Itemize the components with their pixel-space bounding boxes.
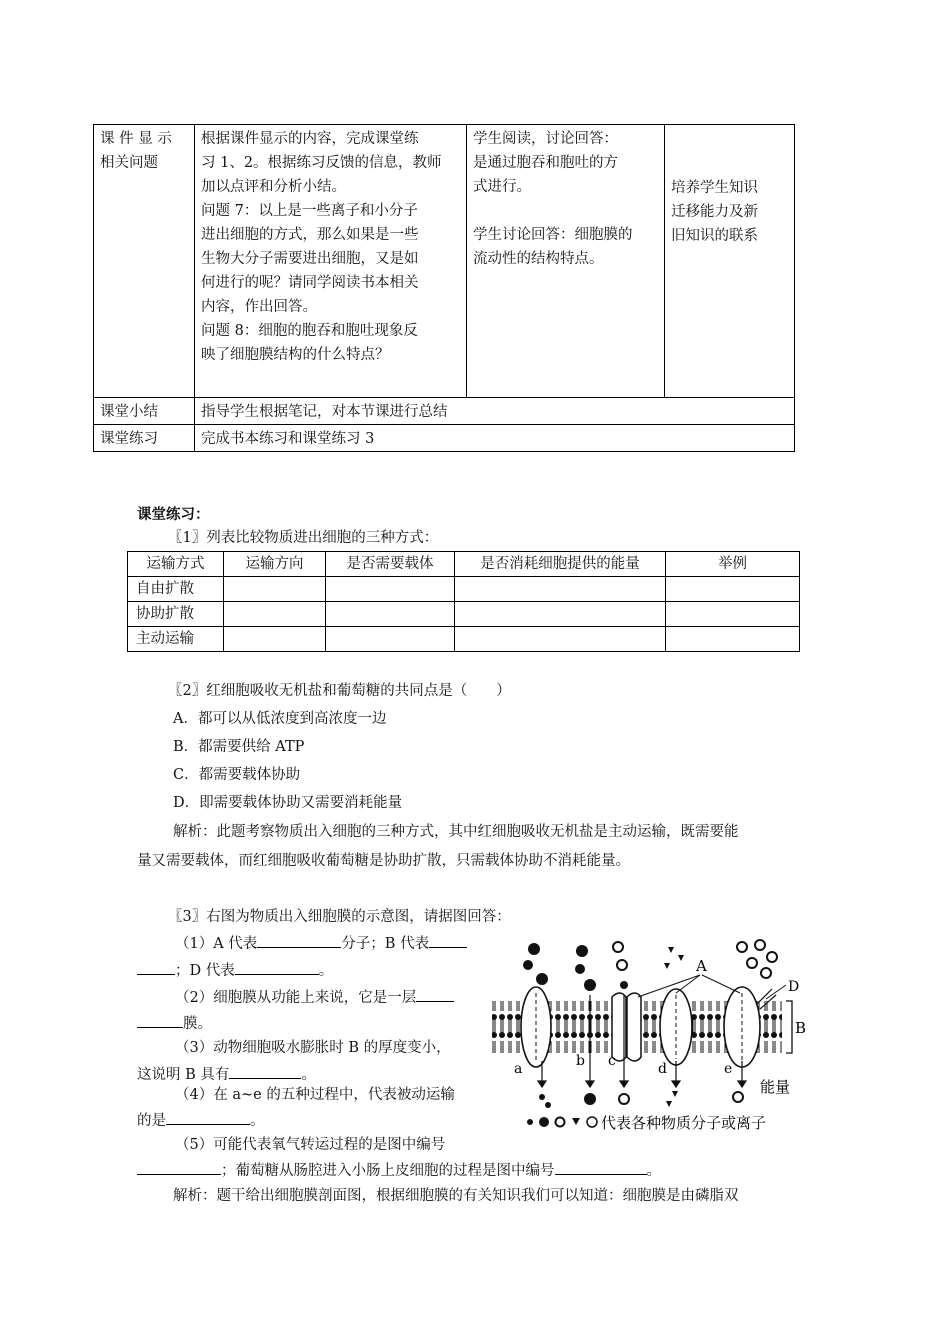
- answer-cell[interactable]: [455, 577, 666, 602]
- answer-blank[interactable]: [429, 933, 467, 948]
- q3-part1-line1: [175, 933, 467, 954]
- label-energy: 能量: [760, 1078, 791, 1096]
- q2-option-a[interactable]: A．都可以从低浓度到高浓度一边: [173, 711, 387, 727]
- q3-text: 。: [250, 1113, 265, 1129]
- table-row: [128, 602, 800, 627]
- table-row: [128, 577, 800, 602]
- legend-symbols: [527, 1117, 597, 1127]
- lesson-table: [93, 124, 795, 452]
- q3-part5-line1: （5）可能代表氧气转运过程的是图中编号: [175, 1137, 446, 1153]
- q2-option-c[interactable]: C．都需要载体协助: [173, 767, 301, 783]
- label-process-a: a: [514, 1061, 523, 1077]
- row3-label: 课堂练习: [100, 431, 158, 447]
- q3-text: 。: [318, 963, 334, 979]
- row1-label-cell: [94, 125, 195, 398]
- header-cell: 运输方式: [128, 552, 224, 577]
- row3-content: 完成书本练习和课堂练习 3: [201, 431, 375, 447]
- table-row: [128, 627, 800, 652]
- answer-cell[interactable]: [326, 602, 455, 627]
- row-label-cell: 主动运输: [128, 627, 224, 652]
- q3-part5-line2: [137, 1160, 661, 1181]
- label-b: B: [795, 1019, 807, 1037]
- q3-text: 这说明 B 具有: [137, 1067, 230, 1083]
- q3-part4-line2: [137, 1110, 265, 1131]
- teacher-line: 内容，作出回答。: [201, 299, 317, 315]
- teacher-line: 进出细胞的方式，那么如果是一些: [201, 227, 419, 243]
- answer-blank[interactable]: [555, 1160, 647, 1175]
- q3-text: 的是: [137, 1113, 166, 1129]
- q3-text: （2）细胞膜从功能上来说，它是一层: [175, 990, 417, 1006]
- answer-cell[interactable]: [224, 602, 326, 627]
- answer-blank[interactable]: [166, 1110, 250, 1125]
- answer-cell[interactable]: [326, 577, 455, 602]
- label-process-e: e: [724, 1061, 733, 1077]
- exercise-heading: 课堂练习：: [137, 506, 210, 523]
- table-header-row: [128, 552, 800, 577]
- bracket-b: [786, 1001, 792, 1053]
- q2-analysis-line: 量又需要载体，而红细胞吸收葡萄糖是协助扩散，只需载体协助不消耗能量。: [137, 853, 630, 869]
- purpose-line: 培养学生知识: [671, 180, 758, 196]
- teacher-line: 映了细胞膜结构的什么特点？: [201, 347, 390, 363]
- q3-text: ；D 代表: [175, 963, 235, 979]
- answer-blank[interactable]: [257, 933, 341, 948]
- q3-part2-line1: [175, 987, 454, 1008]
- q1-prompt: 〖1〗列表比较物质进出细胞的三种方式：: [168, 530, 439, 546]
- q3-part3-line2: [137, 1064, 316, 1085]
- answer-cell[interactable]: [224, 627, 326, 652]
- row1-label-line: 课 件 显 示: [100, 131, 172, 147]
- student-line: 学生阅读，讨论回答：: [473, 131, 618, 147]
- cell-membrane-diagram: [490, 935, 820, 1135]
- row-label-cell: 自由扩散: [128, 577, 224, 602]
- teacher-line: 加以点评和分析小结。: [201, 179, 346, 195]
- particles-top: [523, 940, 777, 991]
- answer-blank[interactable]: [137, 1160, 221, 1175]
- purpose-line: 旧知识的联系: [671, 228, 758, 244]
- particles-bottom: [539, 1091, 743, 1108]
- teacher-line: 问题 8：细胞的胞吞和胞吐现象反: [201, 323, 418, 339]
- row1-teacher-cell: [195, 125, 467, 398]
- table-row: [94, 125, 795, 398]
- table-row: [94, 398, 795, 425]
- q3-text: 。: [646, 1163, 661, 1179]
- teacher-line: 问题 7：以上是一些离子和小分子: [201, 203, 418, 219]
- pointer-lines-a: [638, 975, 740, 997]
- answer-blank[interactable]: [137, 960, 175, 975]
- q3-text: 分子；B 代表: [341, 936, 430, 952]
- q2-option-d[interactable]: D．即需要载体协助又需要消耗能量: [173, 795, 403, 811]
- answer-blank[interactable]: [137, 1013, 183, 1028]
- purpose-line: 迁移能力及新: [671, 204, 758, 220]
- protein-a: [521, 987, 551, 1067]
- row3-content-cell: [195, 425, 795, 452]
- q2-analysis-line: 解析：此题考察物质出入细胞的三种方式，其中红细胞吸收无机盐是主动运输，既需要能: [173, 824, 739, 840]
- label-process-d: d: [658, 1061, 667, 1077]
- label-process-b: b: [576, 1053, 585, 1069]
- q3-text: ；葡萄糖从肠腔进入小肠上皮细胞的过程是图中编号: [221, 1163, 555, 1179]
- answer-blank[interactable]: [235, 960, 319, 975]
- answer-blank[interactable]: [229, 1064, 301, 1079]
- q2-option-b[interactable]: B．都需要供给 ATP: [173, 739, 305, 755]
- header-cell: 运输方向: [224, 552, 326, 577]
- legend-text: 代表各种物质分子或离子: [601, 1114, 767, 1132]
- teacher-line: 何进行的呢？请同学阅读书本相关: [201, 275, 419, 291]
- q3-analysis: 解析：题干给出细胞膜剖面图，根据细胞膜的有关知识我们可以知道：细胞膜是由磷脂双: [173, 1188, 739, 1204]
- header-cell: 举例: [666, 552, 800, 577]
- row3-label-cell: [94, 425, 195, 452]
- protein-d: [660, 989, 692, 1065]
- q3-text: 。: [301, 1067, 316, 1083]
- answer-blank[interactable]: [416, 987, 454, 1002]
- row-label-cell: 协助扩散: [128, 602, 224, 627]
- answer-cell[interactable]: [455, 627, 666, 652]
- table-row: [94, 425, 795, 452]
- row1-student-cell: [467, 125, 665, 398]
- q3-text: 膜。: [183, 1016, 212, 1032]
- q2-prompt: 〖2〗红细胞吸收无机盐和葡萄糖的共同点是（ ）: [168, 683, 511, 699]
- q3-part3-line1: （3）动物细胞吸水膨胀时 B 的厚度变小，: [175, 1040, 451, 1056]
- row2-label-cell: [94, 398, 195, 425]
- protein-c: [612, 993, 641, 1061]
- row2-content: 指导学生根据笔记，对本节课进行总结: [201, 404, 448, 420]
- label-process-c: c: [608, 1053, 616, 1069]
- q3-prompt: 〖3〗右图为物质出入细胞膜的示意图，请据图回答：: [168, 909, 511, 925]
- student-line: 式进行。: [473, 179, 531, 195]
- teacher-line: 习 1、2。根据练习反馈的信息，教师: [201, 155, 442, 171]
- q3-part2-line2: [137, 1013, 212, 1034]
- row1-label-line: 相关问题: [100, 155, 158, 171]
- header-cell: 是否消耗细胞提供的能量: [455, 552, 666, 577]
- answer-cell[interactable]: [326, 627, 455, 652]
- student-line: 流动性的结构特点。: [473, 251, 604, 267]
- q3-part4-line1: （4）在 a~e 的五种过程中，代表被动运输: [175, 1087, 455, 1103]
- header-cell: 是否需要载体: [326, 552, 455, 577]
- comparison-table: [127, 551, 800, 652]
- q3-part1-line2: [137, 960, 333, 981]
- student-line: [473, 199, 658, 223]
- student-line: 是通过胞吞和胞吐的方: [473, 155, 618, 171]
- answer-cell[interactable]: [666, 577, 800, 602]
- answer-cell[interactable]: [224, 577, 326, 602]
- row2-label: 课堂小结: [100, 404, 158, 420]
- answer-cell[interactable]: [666, 602, 800, 627]
- q3-text: （1）A 代表: [175, 936, 258, 952]
- teacher-line: 根据课件显示的内容，完成课堂练: [201, 131, 419, 147]
- row1-purpose-cell: [665, 125, 795, 398]
- student-line: 学生讨论回答：细胞膜的: [473, 227, 633, 243]
- teacher-line: 生物大分子需要进出细胞，又是如: [201, 251, 419, 267]
- answer-cell[interactable]: [455, 602, 666, 627]
- label-a-upper: A: [696, 957, 707, 975]
- row2-content-cell: [195, 398, 795, 425]
- label-d: D: [788, 979, 800, 995]
- answer-cell[interactable]: [666, 627, 800, 652]
